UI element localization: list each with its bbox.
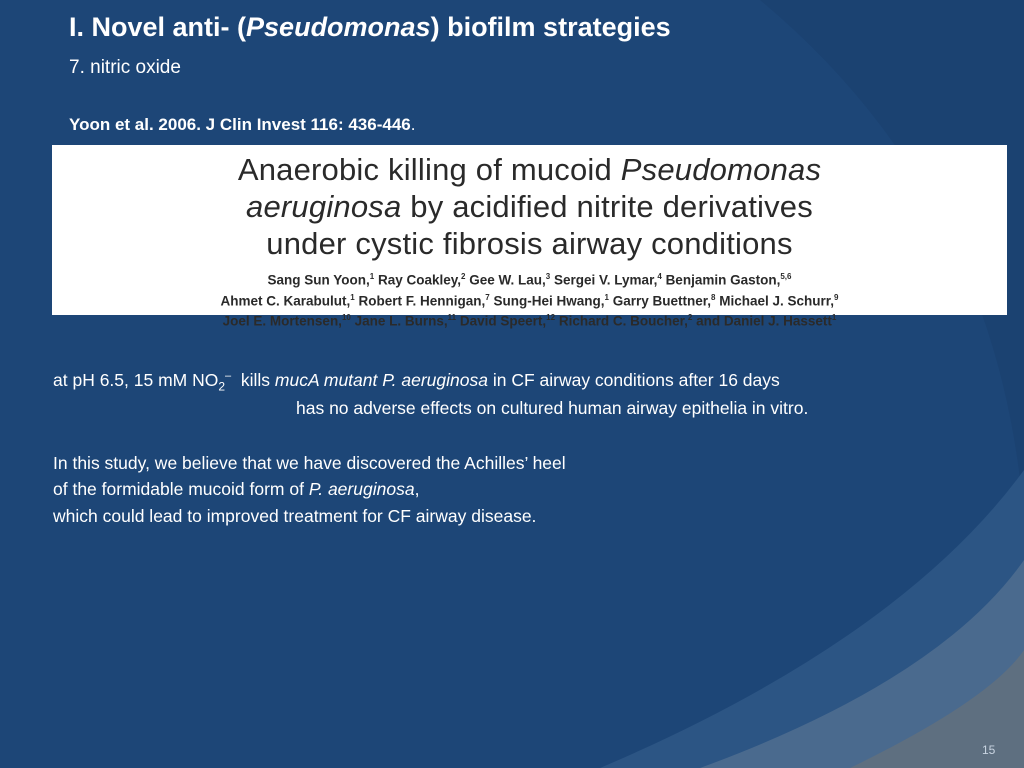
author-affiliation: 2 — [687, 313, 693, 322]
author-name: Jane L. Burns, — [354, 313, 448, 329]
paper-header-image — [52, 145, 1007, 329]
author-affiliation: 2 — [461, 272, 466, 281]
author-name: Sergei V. Lymar, — [554, 272, 658, 288]
author-affiliation: 1 — [369, 272, 375, 281]
author-affiliation: 12 — [546, 313, 556, 322]
author-affiliation: 10 — [341, 313, 351, 322]
conclusion-line-3: which could lead to improved treatment for CF airway disease. — [53, 506, 537, 526]
paper-title: Anaerobic killing of mucoid Pseudomonas aeruginosa by acidified nitrite derivatives under cystic fibrosis airway conditions — [237, 152, 822, 261]
author-affiliation: 5,6 — [780, 272, 792, 281]
author-name: Sang Sun Yoon, — [267, 272, 370, 288]
author-name: Richard C. Boucher, — [558, 313, 688, 329]
author-name: Joel E. Mortensen, — [222, 313, 342, 329]
author-affiliation: 1 — [604, 292, 609, 302]
author-name: Ahmet C. Karabulut, — [220, 293, 351, 308]
finding-line-1: at pH 6.5, 15 mM $NO_2^-$ kills mucA mutant P. aeruginosa in CF airway conditions after 16 days — [53, 370, 780, 394]
author-name: Sung-Hei Hwang, — [493, 293, 605, 308]
author-affiliation: 1 — [350, 292, 355, 302]
author-name: Robert F. Hennigan, — [358, 293, 486, 308]
author-name: Benjamin Gaston, — [665, 272, 781, 288]
author-name: and Daniel J. Hassett — [696, 313, 832, 329]
page-number: 15 — [982, 743, 996, 757]
author-name: David Speert, — [459, 313, 547, 329]
author-affiliation: 7 — [485, 292, 490, 302]
conclusion-line-2: of the formidable mucoid form of P. aeruginosa, — [53, 479, 420, 499]
author-affiliation: 9 — [834, 292, 839, 302]
slide-title: I. Novel anti- (Pseudomonas) biofilm strategies — [69, 12, 671, 42]
author-name: Ray Coakley, — [378, 272, 462, 288]
author-name: Gee W. Lau, — [469, 272, 546, 288]
author-name: Garry Buettner, — [612, 293, 711, 308]
author-affiliation: 4 — [657, 272, 662, 281]
author-affiliation: 3 — [545, 272, 551, 281]
author-affiliation: 1 — [831, 313, 837, 322]
paper-authors — [52, 268, 1007, 330]
author-name: Michael J. Schurr, — [719, 293, 835, 308]
author-affiliation: 8 — [711, 292, 716, 302]
slide-subtitle: 7. nitric oxide — [69, 57, 181, 78]
conclusion-line-1: In this study, we believe that we have discovered the Achilles’ heel — [53, 453, 566, 473]
author-affiliation: 11 — [447, 313, 457, 322]
citation: Yoon et al. 2006. J Clin Invest 116: 436-446. — [69, 115, 416, 134]
finding-line-2: has no adverse effects on cultured human airway epithelia in vitro. — [296, 398, 809, 418]
